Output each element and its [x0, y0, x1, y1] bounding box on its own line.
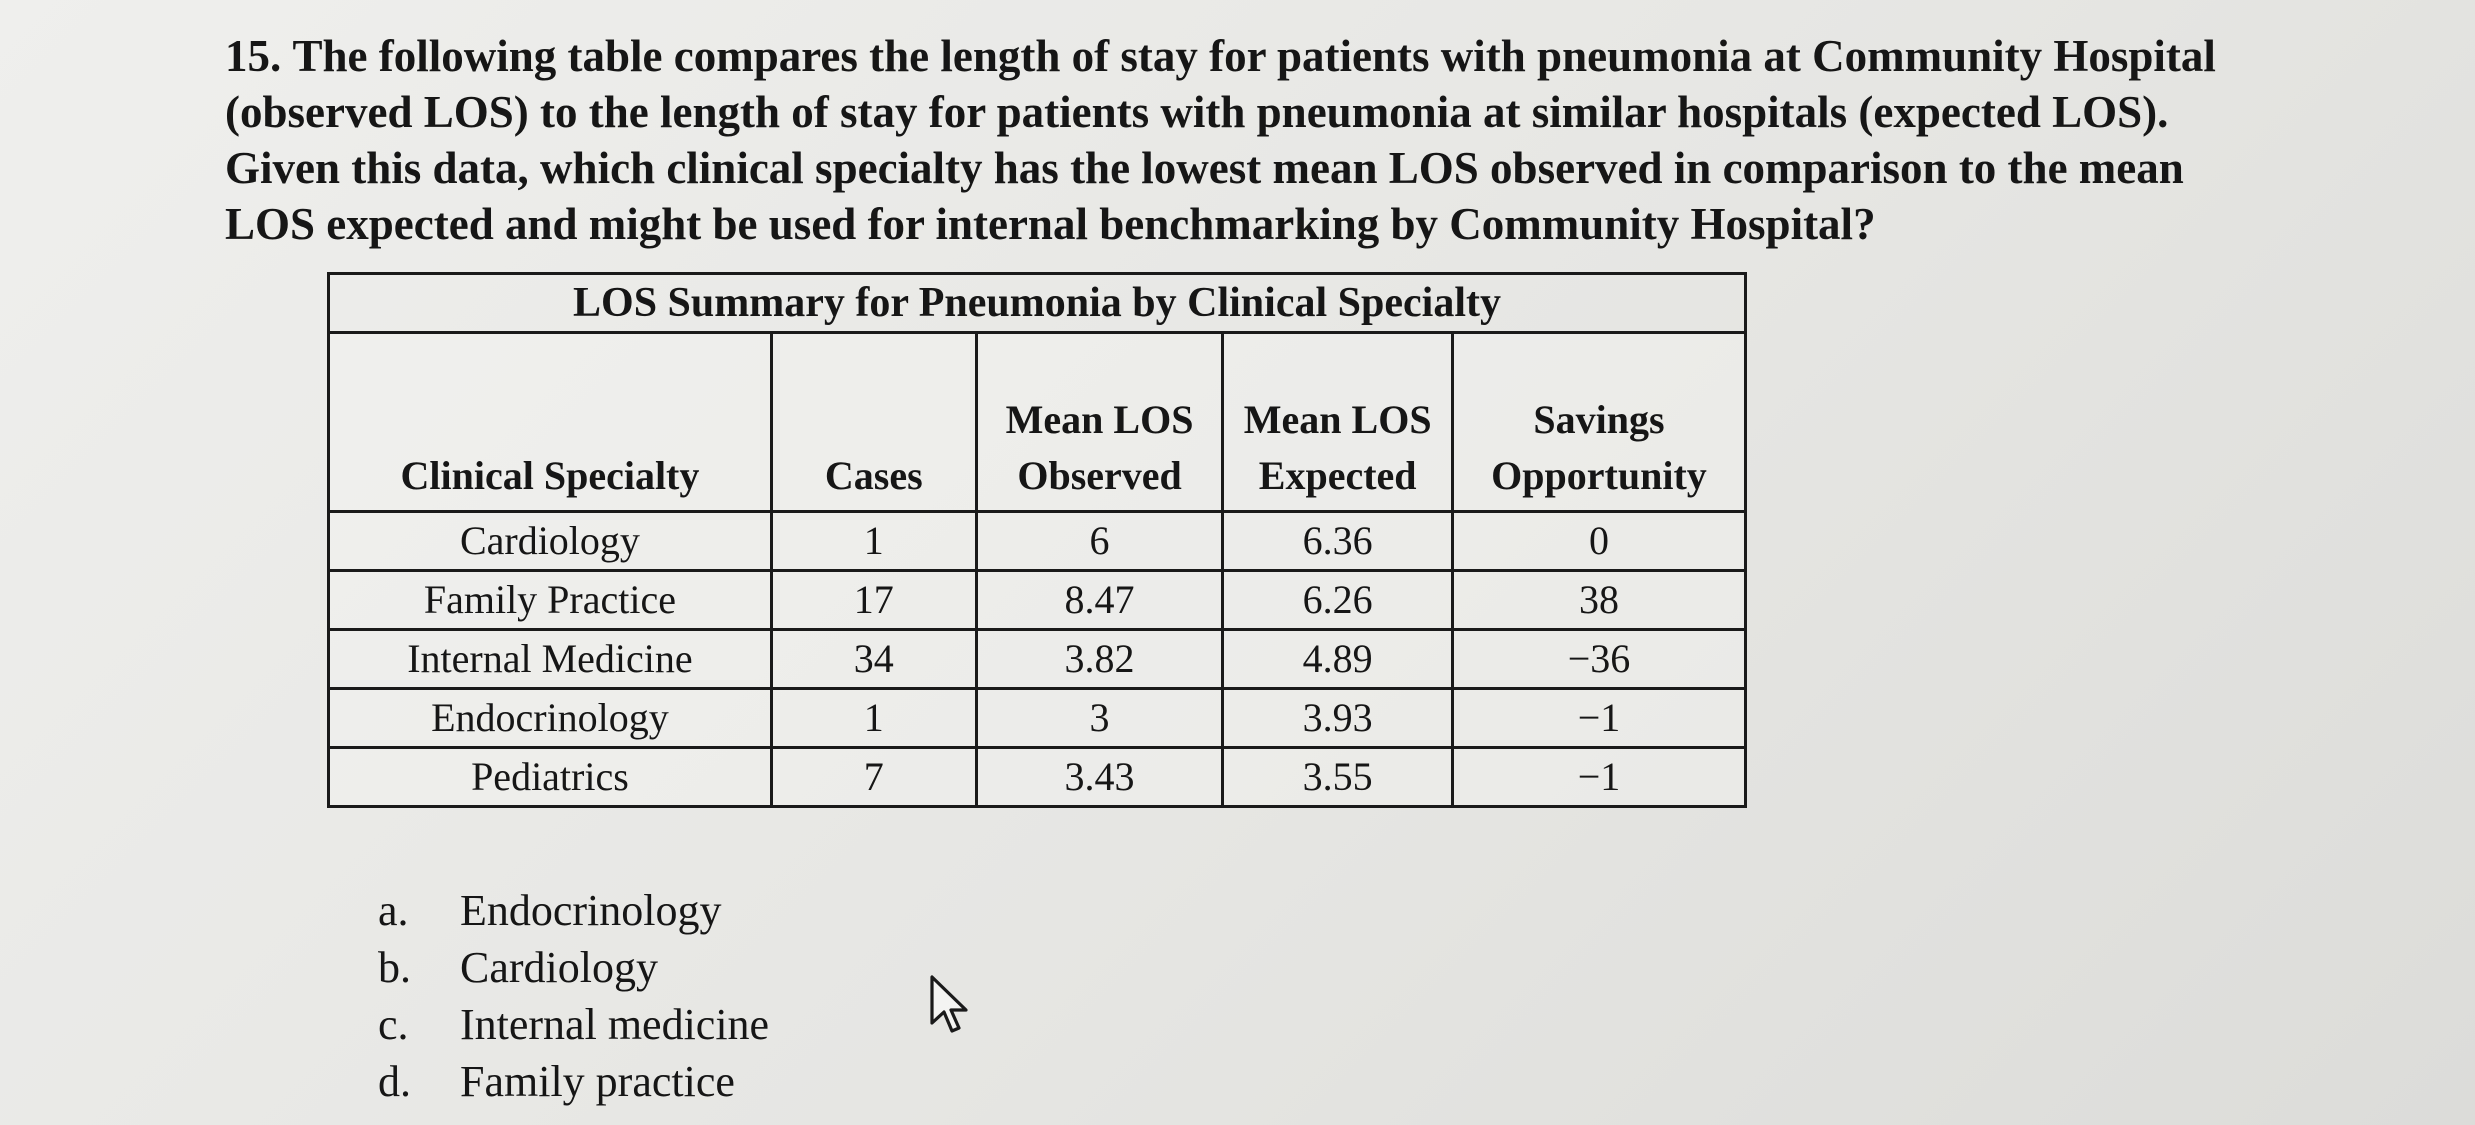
table-row: [329, 630, 1746, 689]
header-savings-opportunity: Savings Opportunity: [1452, 333, 1745, 512]
answer-choice-b[interactable]: [378, 939, 769, 996]
cell-expected: 3.55: [1223, 748, 1453, 807]
cell-observed: 3.82: [976, 630, 1223, 689]
choice-text: Cardiology: [460, 943, 658, 992]
answer-choice-d[interactable]: [378, 1053, 769, 1110]
answer-choice-c[interactable]: [378, 996, 769, 1053]
los-summary-table-container: [327, 272, 1747, 808]
table-header-row: [329, 333, 1746, 512]
cell-expected: 6.26: [1223, 571, 1453, 630]
choice-text: Endocrinology: [460, 886, 722, 935]
cell-specialty: Pediatrics: [329, 748, 772, 807]
cell-specialty: Cardiology: [329, 512, 772, 571]
cell-savings: 0: [1452, 512, 1745, 571]
cell-savings: −1: [1452, 689, 1745, 748]
table-title: LOS Summary for Pneumonia by Clinical Specialty: [327, 272, 1747, 331]
cell-cases: 1: [771, 512, 976, 571]
cell-expected: 4.89: [1223, 630, 1453, 689]
cell-cases: 17: [771, 571, 976, 630]
cell-observed: 6: [976, 512, 1223, 571]
cell-cases: 1: [771, 689, 976, 748]
choice-text: Family practice: [460, 1057, 735, 1106]
choice-text: Internal medicine: [460, 1000, 770, 1049]
cell-specialty: Endocrinology: [329, 689, 772, 748]
cell-observed: 3: [976, 689, 1223, 748]
cell-observed: 3.43: [976, 748, 1223, 807]
table-row: [329, 689, 1746, 748]
cell-savings: −1: [1452, 748, 1745, 807]
answer-choices: [378, 882, 769, 1110]
header-mean-los-observed: Mean LOS Observed: [976, 333, 1223, 512]
choice-letter: a.: [378, 886, 409, 935]
table-row: [329, 512, 1746, 571]
cell-specialty: Family Practice: [329, 571, 772, 630]
question-number: 15.: [225, 31, 282, 81]
header-clinical-specialty: Clinical Specialty: [329, 333, 772, 512]
cell-observed: 8.47: [976, 571, 1223, 630]
mouse-pointer-icon: [928, 975, 972, 1035]
choice-letter: c.: [378, 1000, 409, 1049]
choice-letter: d.: [378, 1057, 411, 1106]
cell-cases: 34: [771, 630, 976, 689]
cell-savings: 38: [1452, 571, 1745, 630]
choice-letter: b.: [378, 943, 411, 992]
cell-cases: 7: [771, 748, 976, 807]
header-cases: Cases: [771, 333, 976, 512]
answer-choice-a[interactable]: [378, 882, 769, 939]
question-text-block: [225, 28, 2245, 252]
question-body: The following table compares the length of stay for patients with pneumonia at Community Hospital (observed LOS) to the length of stay for patients with pneumonia at similar hospitals (expected LOS). Given this data, which clinical specialty has the lowest mean LOS observed in comparison to the mean LOS expected and might be used for internal benchmarking by Community Hospital?: [225, 31, 2216, 249]
cell-expected: 6.36: [1223, 512, 1453, 571]
cell-savings: −36: [1452, 630, 1745, 689]
cell-specialty: Internal Medicine: [329, 630, 772, 689]
table-row: [329, 571, 1746, 630]
header-mean-los-expected: Mean LOS Expected: [1223, 333, 1453, 512]
table-row: [329, 748, 1746, 807]
los-summary-table: [327, 272, 1747, 808]
cell-expected: 3.93: [1223, 689, 1453, 748]
